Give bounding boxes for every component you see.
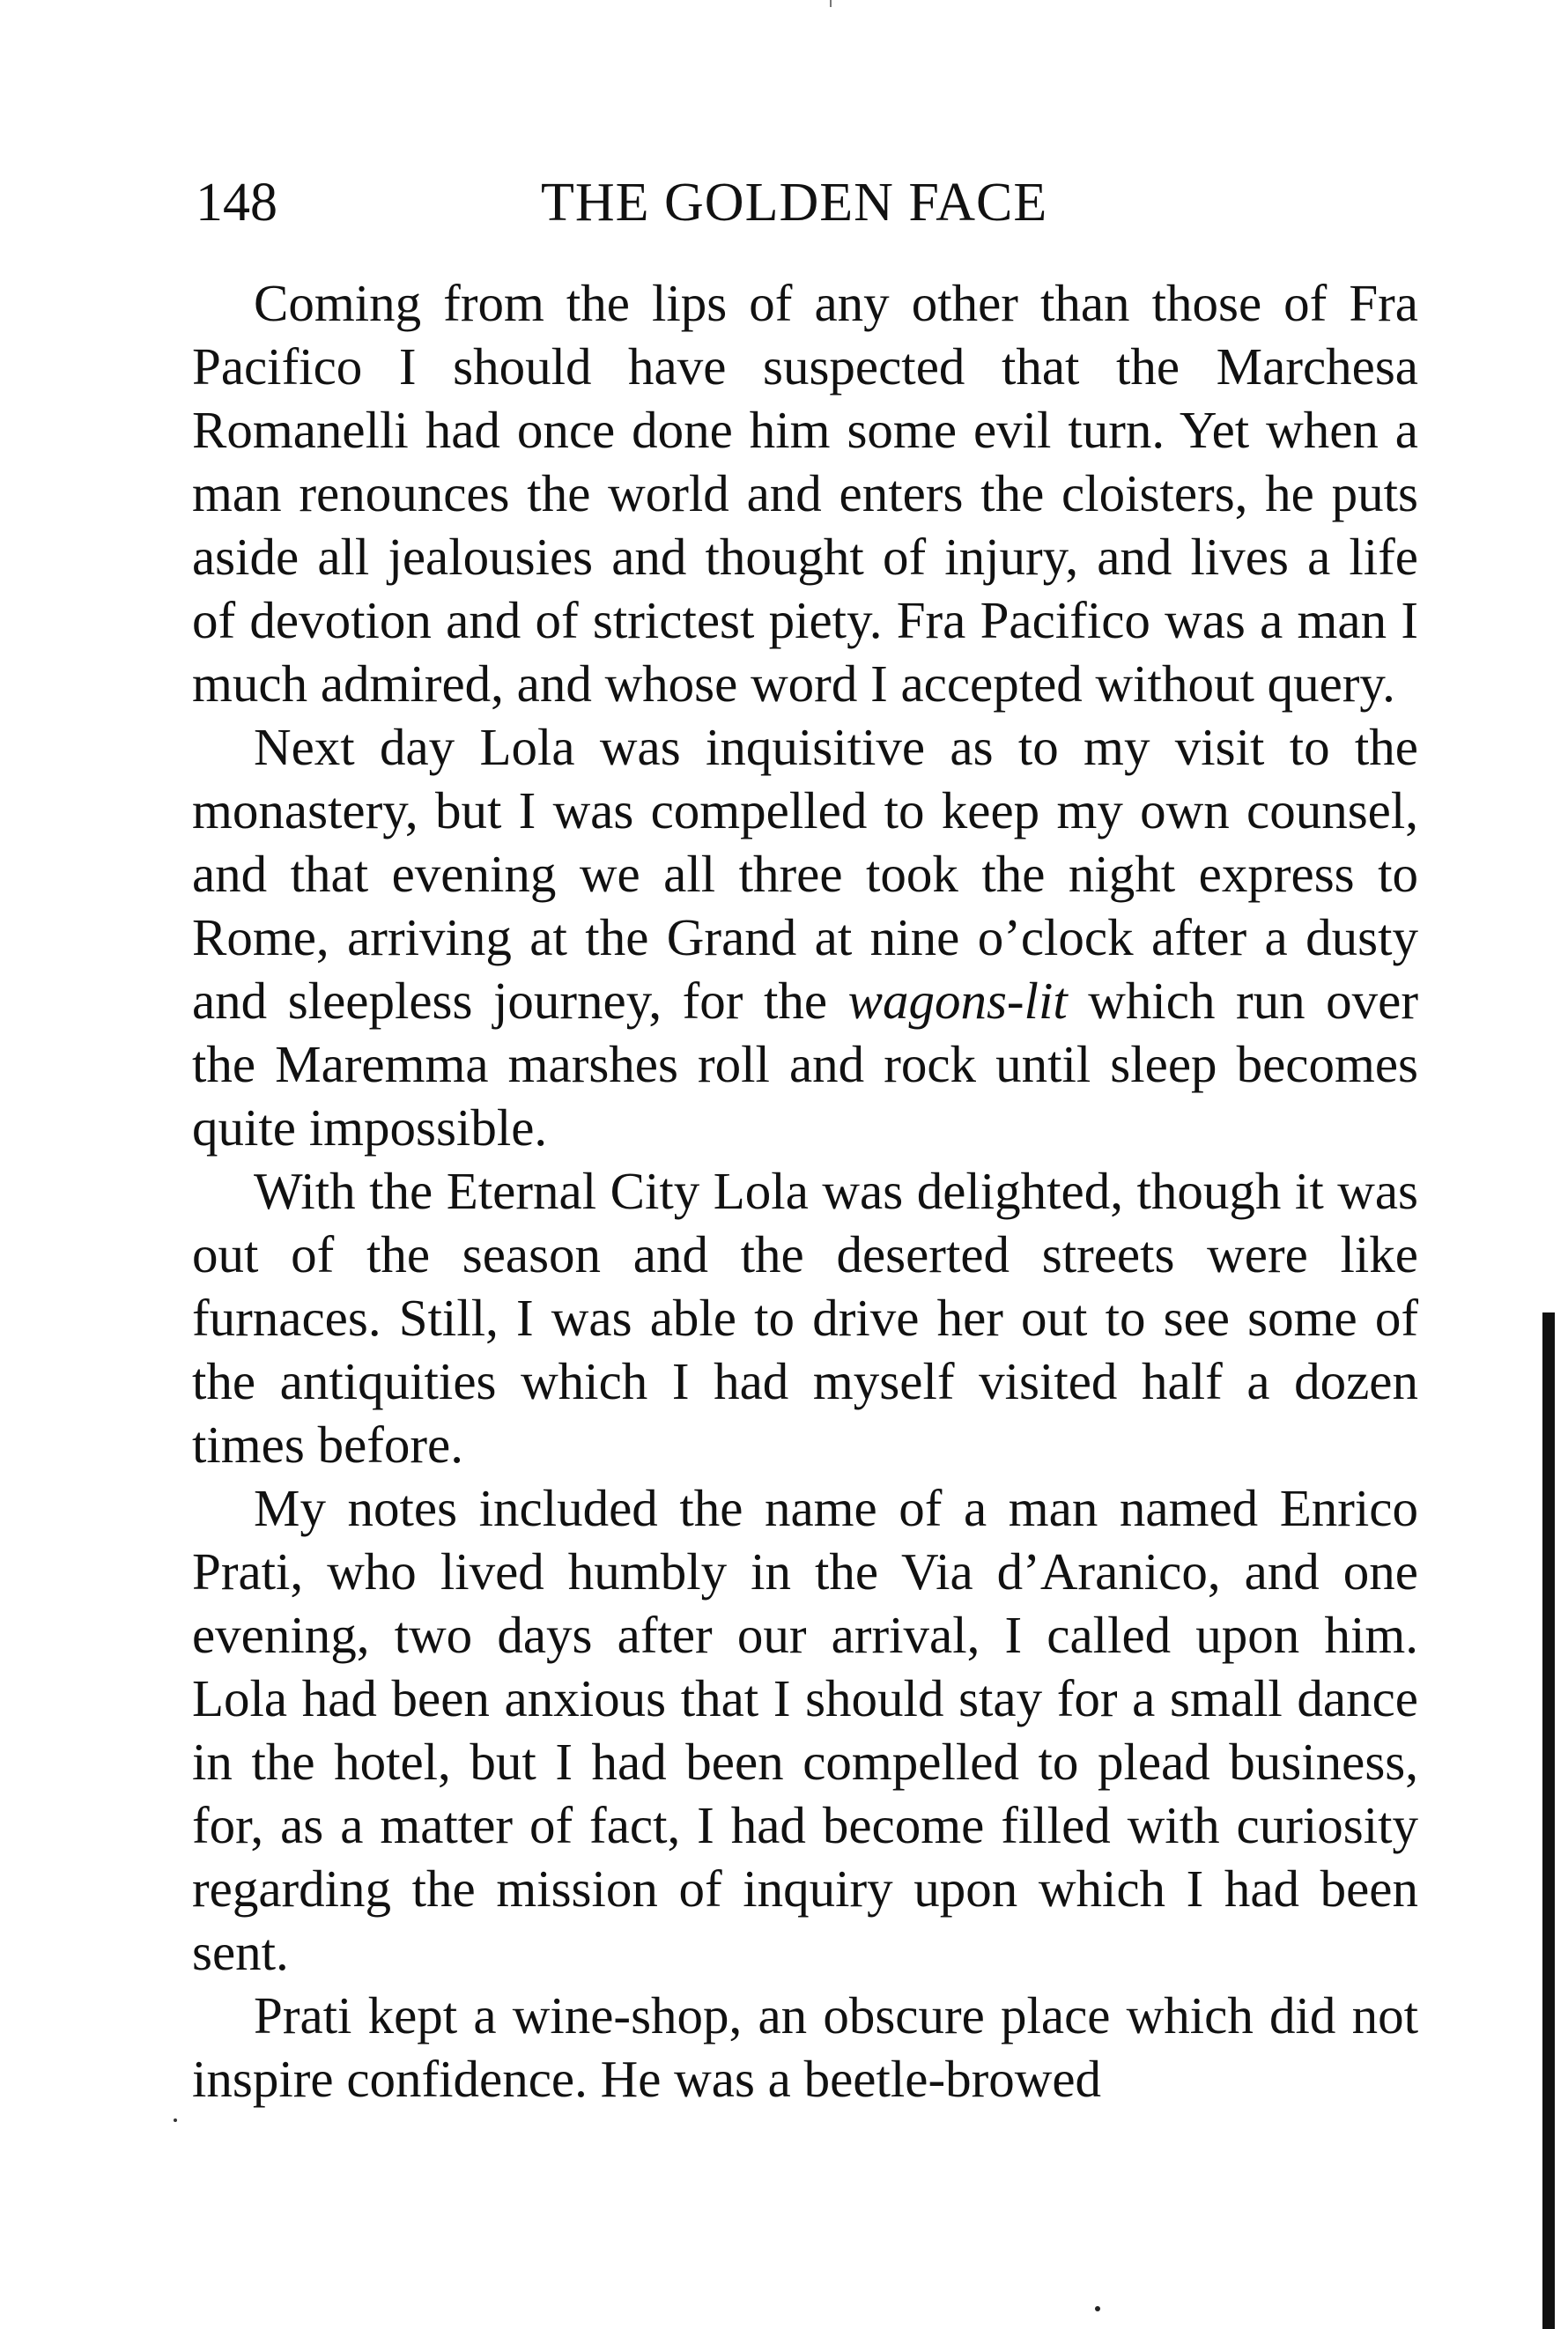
paragraph-2-text-b: which run over the Maremma marshes roll and rock until sleep becomes quite impossible. bbox=[192, 972, 1418, 1157]
page-header bbox=[196, 172, 1420, 233]
body-text bbox=[192, 271, 1418, 2111]
print-speck bbox=[830, 0, 832, 7]
running-title: THE GOLDEN FACE bbox=[541, 173, 1048, 233]
print-speck bbox=[1095, 2306, 1100, 2311]
paragraph-4: My notes included the name of a man named Enrico Prati, who lived humbly in the Via d’Aranico, and one evening, two days after our arrival, I called upon him. Lola had been anxious that I should stay for a small dance in the hotel, but I had been compelled to plead business, for, as a matter of fact, I had become filled with curiosity regarding the mission of inquiry upon which I had been sent. bbox=[192, 1479, 1418, 1981]
paragraph-5: Prati kept a wine-shop, an obscure place which did not inspire confidence. He was a beetle-browed bbox=[192, 1986, 1418, 2108]
paragraph-3: With the Eternal City Lola was delighted, though it was out of the season and the deserted streets were like furnaces. Still, I was able to drive her out to see some of the antiquities which I had myself visited half a dozen times before. bbox=[192, 1162, 1418, 1474]
paragraph-2-text-a: Next day Lola was inquisitive as to my visit to the monastery, but I was compelled to keep my own counsel, and that evening we all three took the night express to Rome, arriving at the Grand at nine o’clock after a dusty and sleepless journey, for the bbox=[192, 718, 1418, 1030]
paragraph-1: Coming from the lips of any other than those of Fra Pacifico I should have suspected that the Marchesa Romanelli had once done him some evil turn. Yet when a man renounces the world and enters the cloisters, he puts aside all jealousies and thought of injury, and lives a life of devotion and of strictest piety. Fra Pacifico was a man I much admired, and whose word I accepted without query. bbox=[192, 274, 1418, 713]
print-speck bbox=[174, 2118, 177, 2122]
page-edge-shadow bbox=[1542, 1312, 1555, 2329]
page-number: 148 bbox=[196, 173, 277, 233]
paragraph-2 bbox=[192, 715, 1418, 1159]
italic-term: wagons-lit bbox=[847, 972, 1068, 1030]
